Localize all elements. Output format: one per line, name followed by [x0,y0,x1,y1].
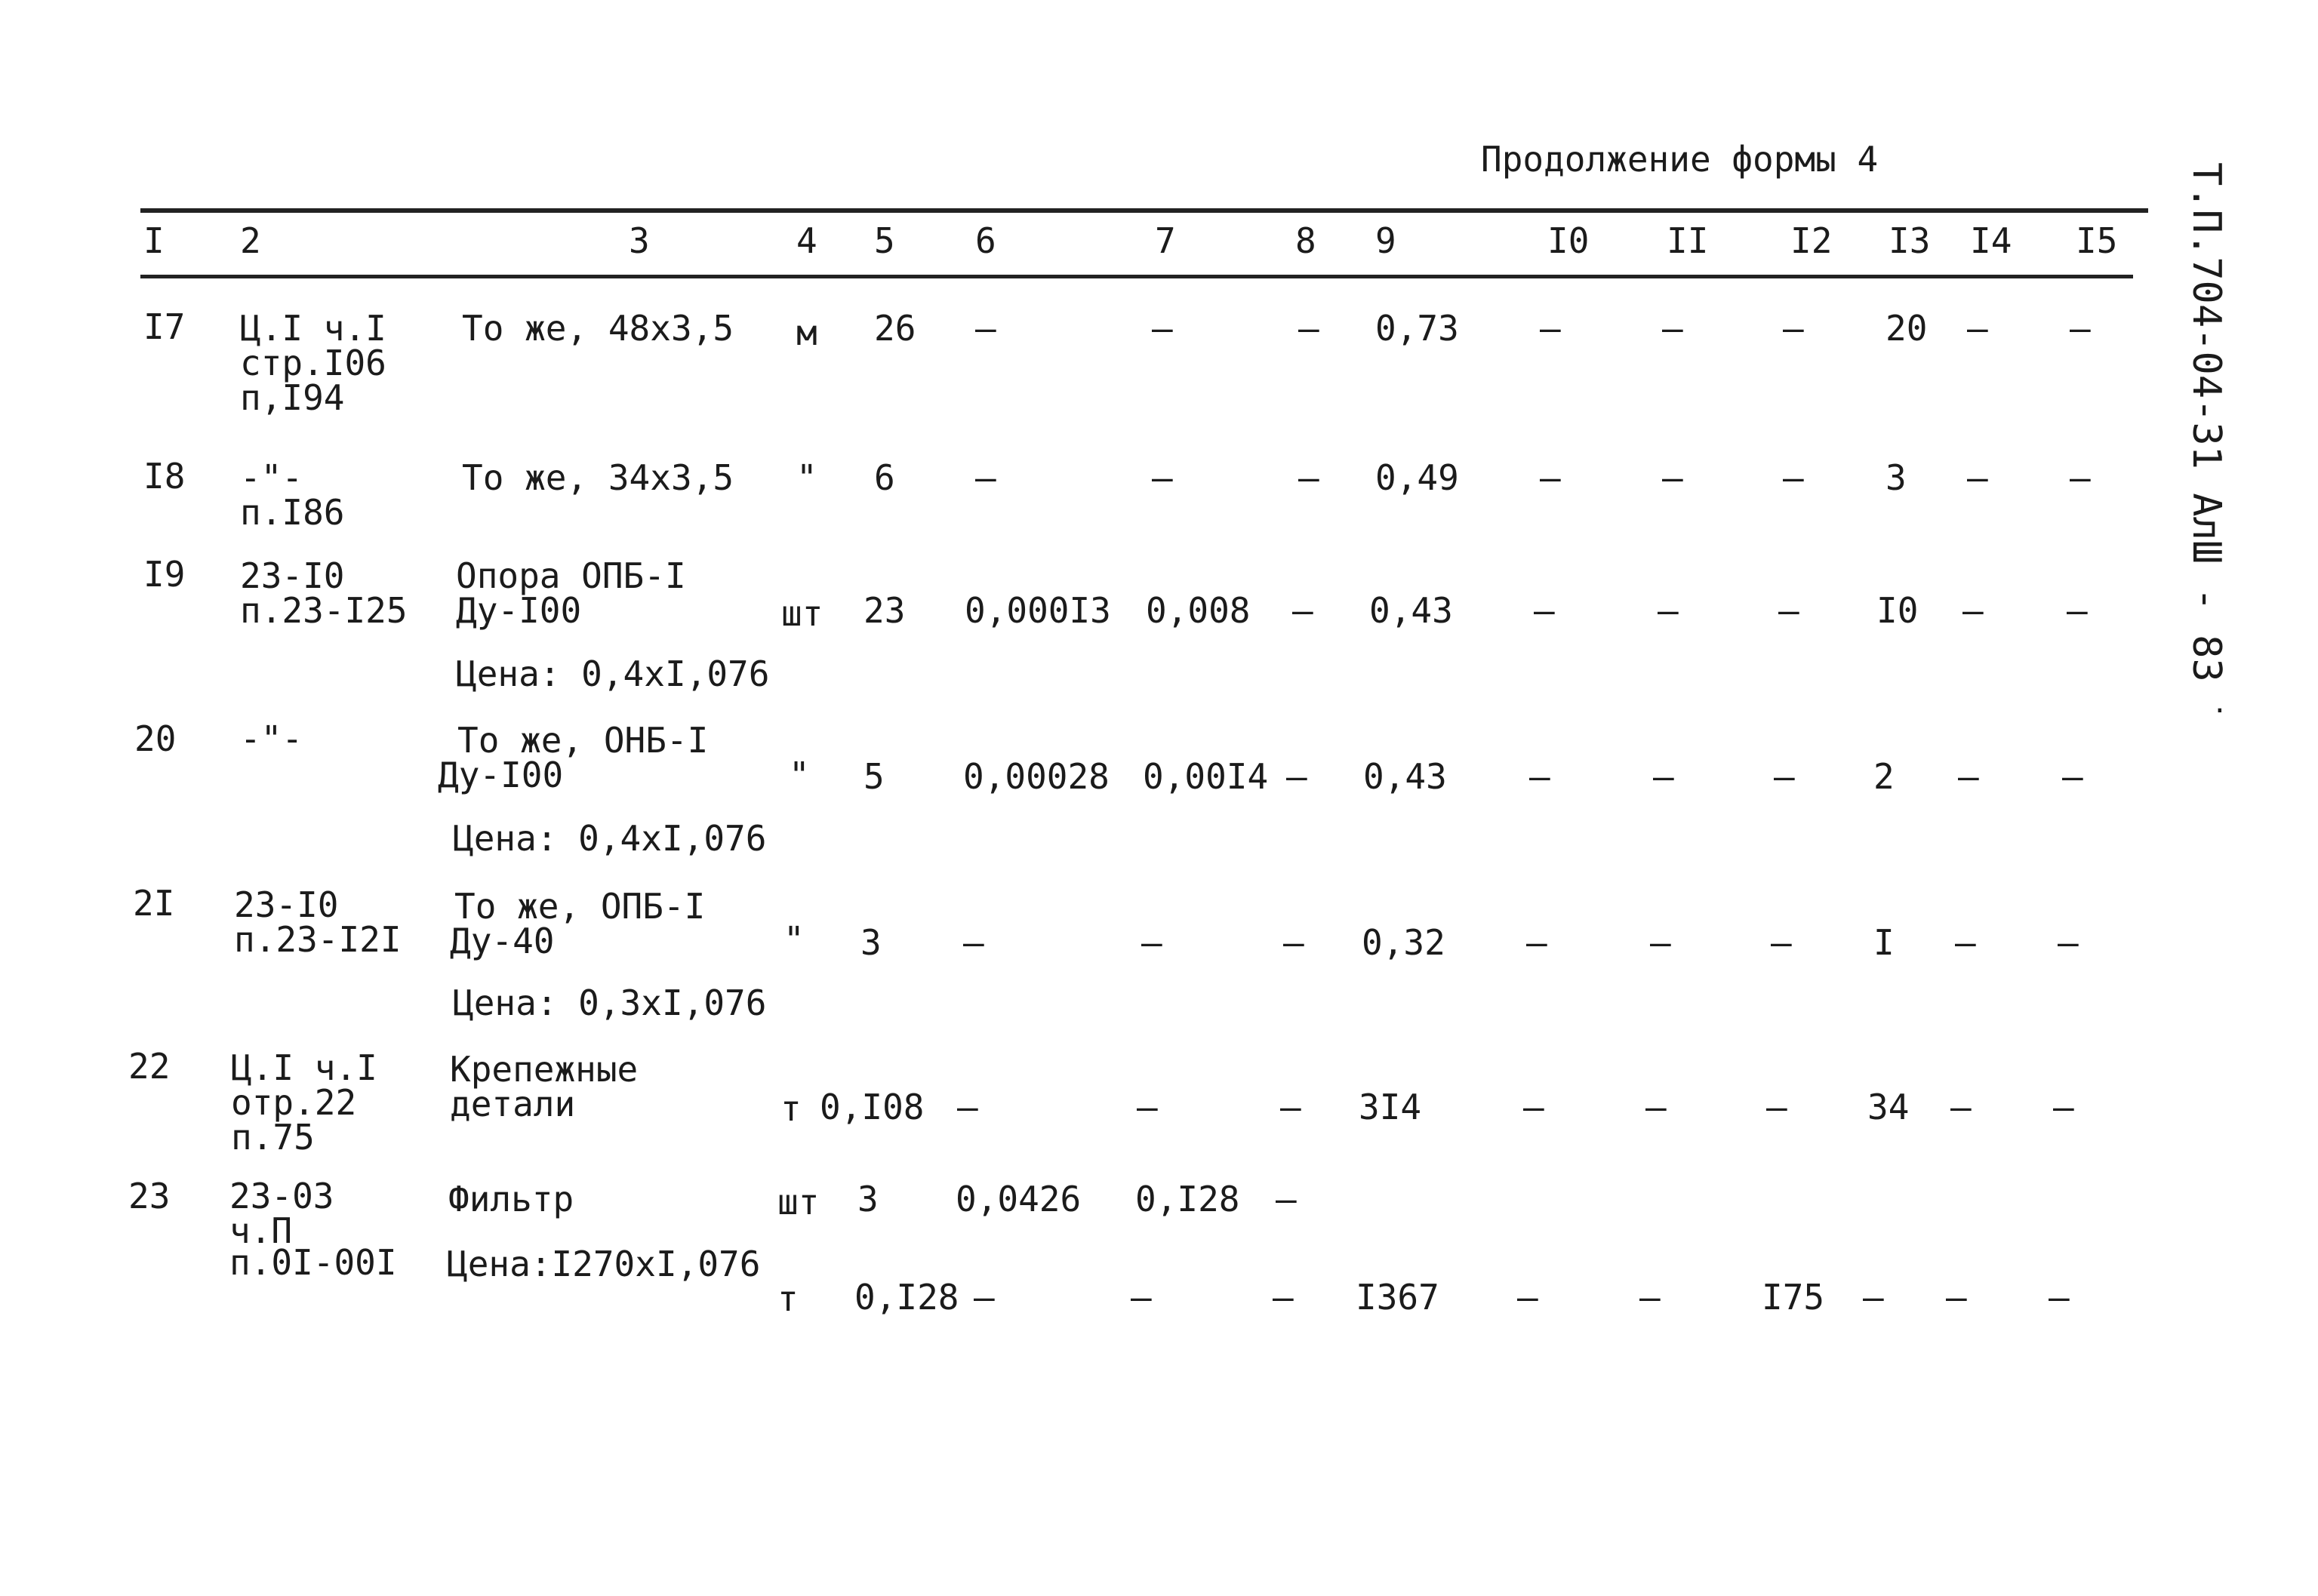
row-cell-11: – [1662,308,1683,349]
row-cell-7: – [1141,922,1162,963]
row-cell-11: – [1662,457,1683,498]
row-cell-11: – [1653,756,1674,797]
row-price: Цена: 0,4хI,076 [453,818,767,859]
row-cell-10: – [1529,756,1550,797]
side-code-text: Т.П.704-04-31 АлШ - 83 [2184,162,2229,682]
row-unit: " [789,755,810,795]
row-reference: отр.22 [231,1082,357,1123]
column-header: 4 [796,220,817,261]
row-cell-8: – [1292,590,1313,631]
row-cell-9: 0,32 [1362,922,1445,963]
row-cell-6: 0,00028 [963,756,1110,797]
row-number: I7 [143,306,186,347]
row-cell-6: 0,0426 [956,1179,1082,1219]
row-reference: Ц.I ч.I [231,1047,377,1088]
row-sub-quantity: 0,I28 [854,1277,959,1318]
row-cell-12: – [1783,457,1804,498]
row-cell-7: – [1137,1087,1158,1127]
column-header: 2 [240,220,261,261]
page-header: Продолжение формы 4 [1481,139,1879,180]
column-header: I [143,220,165,261]
row-cell-14: – [1958,756,1979,797]
row-name: То же, 48х3,5 [462,308,734,349]
row-cell-15: – [2067,590,2088,631]
row-quantity: 3 [860,922,882,963]
row-cell-14: – [1955,922,1976,963]
row-cell-13: 34 [1867,1087,1910,1127]
row-name: То же, 34х3,5 [462,457,734,498]
row-cell-15: – [2053,1087,2074,1127]
row-cell-14: – [1962,590,1984,631]
row-reference: Ц.I ч.I [240,308,386,349]
row-cell-9: 0,43 [1363,756,1447,797]
row-number: I9 [143,554,186,595]
row-cell-15: – [2058,922,2079,963]
row-cell-7: 0,00I4 [1143,756,1269,797]
row-cell-8: – [1286,756,1307,797]
row-name: Ду-I00 [438,755,564,795]
row-cell-7: 0,I28 [1135,1179,1240,1219]
row-sub-unit: т [777,1278,799,1319]
row-sub-cell-11: – [1639,1277,1661,1318]
row-name: Крепежные [450,1049,639,1090]
row-sub-cell-14: – [1946,1277,1967,1318]
row-quantity: 23 [863,590,906,631]
row-cell-10: – [1523,1087,1544,1127]
row-cell-10: – [1540,457,1561,498]
row-price: Цена: 0,4хI,076 [456,653,770,694]
column-header: 7 [1155,220,1176,261]
row-sub-cell-12: I75 [1762,1277,1825,1318]
row-cell-13: 2 [1873,756,1895,797]
row-sub-cell-13: – [1863,1277,1884,1318]
row-reference: 23-03 [229,1176,334,1216]
side-code [2170,162,2238,736]
column-header: 8 [1295,220,1316,261]
row-reference: п,I94 [240,377,345,418]
row-reference: -"- [240,457,303,498]
row-cell-6: – [957,1087,978,1127]
row-cell-10: – [1526,922,1547,963]
row-cell-12: – [1771,922,1792,963]
row-unit: " [796,457,817,498]
row-cell-12: – [1766,1087,1787,1127]
row-reference: -"- [240,718,303,759]
row-cell-15: – [2070,308,2091,349]
row-cell-9: 3I4 [1359,1087,1422,1127]
column-header: 6 [975,220,996,261]
row-cell-7: – [1152,457,1173,498]
row-cell-8: – [1276,1179,1297,1219]
row-reference: п.23-I2I [234,919,402,960]
row-unit: " [783,919,805,960]
row-price: Цена: 0,3хI,076 [453,983,767,1023]
row-cell-6: – [963,922,984,963]
row-cell-7: 0,008 [1146,590,1251,631]
row-cell-11: – [1645,1087,1667,1127]
row-sub-cell-15: – [2049,1277,2070,1318]
row-cell-13: 20 [1885,308,1928,349]
row-cell-15: – [2062,756,2083,797]
row-reference: п.75 [231,1117,315,1158]
row-name: Опора ОПБ-I [456,555,686,596]
row-reference: 23-I0 [240,555,345,596]
column-header: I3 [1889,220,1931,261]
row-cell-11: – [1658,590,1679,631]
row-cell-6: – [975,457,996,498]
row-cell-14: – [1967,308,1988,349]
row-unit: т [780,1088,802,1129]
row-cell-15: – [2070,457,2091,498]
row-cell-9: 0,43 [1369,590,1453,631]
row-number: I8 [143,456,186,497]
column-header: 5 [874,220,895,261]
row-cell-6: 0,000I3 [965,590,1111,631]
row-reference: п.0I-00I [229,1242,397,1283]
row-cell-13: I0 [1876,590,1919,631]
row-reference: п.23-I25 [240,590,408,631]
row-cell-8: – [1298,457,1319,498]
row-sub-cell-9: I367 [1356,1277,1439,1318]
column-header: II [1667,220,1709,261]
row-cell-10: – [1534,590,1555,631]
row-cell-10: – [1540,308,1561,349]
row-cell-6: – [975,308,996,349]
row-number: 20 [134,718,177,759]
row-price: Цена:I270хI,076 [447,1244,761,1284]
row-sub-cell-7: – [1131,1277,1152,1318]
row-cell-12: – [1774,756,1795,797]
column-header: 3 [629,220,650,261]
row-sub-cell-6: – [974,1277,995,1318]
row-cell-8: – [1280,1087,1301,1127]
column-header: 9 [1375,220,1396,261]
side-mark: · [2212,696,2228,727]
row-sub-cell-8: – [1273,1277,1294,1318]
row-cell-14: – [1950,1087,1972,1127]
row-name: Ду-40 [450,921,555,961]
row-quantity: 26 [874,308,916,349]
row-unit: м [796,312,817,353]
row-name: Ду-I00 [456,590,582,631]
row-cell-7: – [1152,308,1173,349]
row-name: То же, ОПБ-I [454,886,706,927]
row-cell-12: – [1778,590,1799,631]
row-cell-8: – [1283,922,1304,963]
row-number: 2I [133,883,175,924]
row-name: То же, ОНБ-I [457,720,709,761]
row-reference: п.I86 [240,492,345,533]
column-header: I4 [1970,220,2012,261]
row-unit: шт [781,593,823,634]
row-number: 22 [128,1046,171,1087]
row-cell-13: I [1873,922,1895,963]
row-cell-8: – [1298,308,1319,349]
row-name: детали [450,1084,576,1124]
row-reference: стр.I06 [240,343,386,383]
row-cell-13: 3 [1885,457,1907,498]
row-cell-9: 0,49 [1375,457,1459,498]
row-reference: 23-I0 [234,884,339,925]
row-name: Фильтр [448,1179,574,1219]
column-header: I2 [1790,220,1833,261]
table-header-rule [140,275,2133,278]
row-sub-cell-10: – [1517,1277,1538,1318]
row-cell-14: – [1967,457,1988,498]
row-cell-12: – [1783,308,1804,349]
row-quantity: 3 [857,1179,879,1219]
row-cell-11: – [1650,922,1671,963]
row-number: 23 [128,1176,171,1216]
row-unit: шт [777,1182,820,1222]
row-cell-9: 0,73 [1375,308,1459,349]
row-reference: ч.П [229,1210,293,1251]
column-header: I0 [1547,220,1590,261]
column-header: I5 [2076,220,2118,261]
table-top-rule [140,208,2148,213]
row-quantity: 0,I08 [820,1087,925,1127]
row-quantity: 6 [874,457,895,498]
row-quantity: 5 [863,756,885,797]
